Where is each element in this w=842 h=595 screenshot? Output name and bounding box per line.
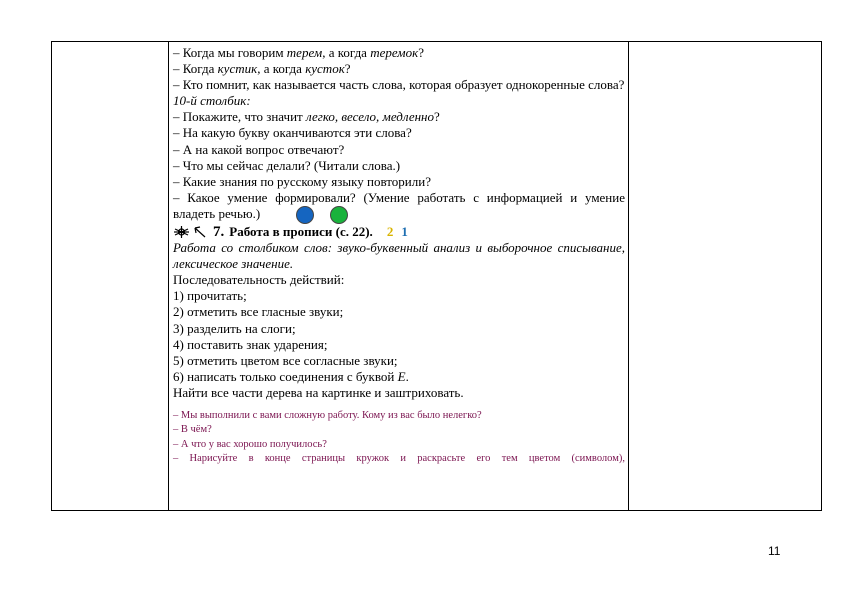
section-header [173,224,625,240]
content-cell [169,42,629,511]
reflection-line: – В чём? [173,424,212,436]
blue-circle-icon [296,206,314,224]
marker-blue: 1 [401,223,408,239]
step-item: 4) поставить знак ударения; [173,336,328,352]
section-title: Работа в прописи (с. 22). [229,223,373,239]
marker-yellow: 2 [386,223,394,239]
question-line: – Когда кустик, а когда кусток? [173,61,351,77]
green-circle-icon [330,206,348,224]
left-column-cell [52,42,169,511]
column-heading: 10-й столбик: [173,93,251,109]
pencil-icon [193,225,207,239]
lesson-table [51,41,822,511]
right-column-cell [629,42,822,511]
sequence-title: Последовательность действий: [173,272,345,288]
lesson-content [169,42,628,466]
table-row [52,42,822,511]
question-line: – Когда мы говорим терем, а когда теремок? [173,45,424,60]
reflection-line: – А что у вас хорошо получилось? [173,438,327,450]
color-circles [296,206,348,224]
page-number: 11 [768,544,781,558]
snowflake-icon [173,225,190,239]
task-description: Работа со столбиком слов: звуко-буквенный анализ и выборочное списывание, лексическое значение. [173,240,625,272]
question-line: – Какое умение формировали? (Умение работать с информацией и умение владеть речью.) [173,190,625,224]
reflection-line: – Нарисуйте в конце страницы кружок и раскрасьте его тем цветом (символом), [173,452,625,464]
tree-task: Найти все части дерева на картинке и заштриховать. [173,384,464,400]
step-item: 6) написать только соединения с буквой Е. [173,368,409,384]
question-line: – Покажите, что значит легко, весело, медленно? [173,109,440,125]
reflection-block [173,409,625,466]
reflection-line: – Мы выполнили с вами сложную работу. Кому из вас было нелегко? [173,409,482,421]
question-line: – А на какой вопрос отвечают? [173,141,345,157]
step-item: 2) отметить все гласные звуки; [173,304,344,320]
question-line: – Какие знания по русскому языку повторили? [173,173,431,189]
section-number: 7. [213,223,225,240]
step-item: 5) отметить цветом все согласные звуки; [173,352,398,368]
question-line: – На какую букву оканчиваются эти слова? [173,125,412,141]
step-item: 1) прочитать; [173,288,247,304]
step-item: 3) разделить на слоги; [173,320,296,336]
question-line: – Что мы сейчас делали? (Читали слова.) [173,157,401,173]
question-line: – Кто помнит, как называется часть слова, которая образует однокоренные слова? [173,77,625,93]
